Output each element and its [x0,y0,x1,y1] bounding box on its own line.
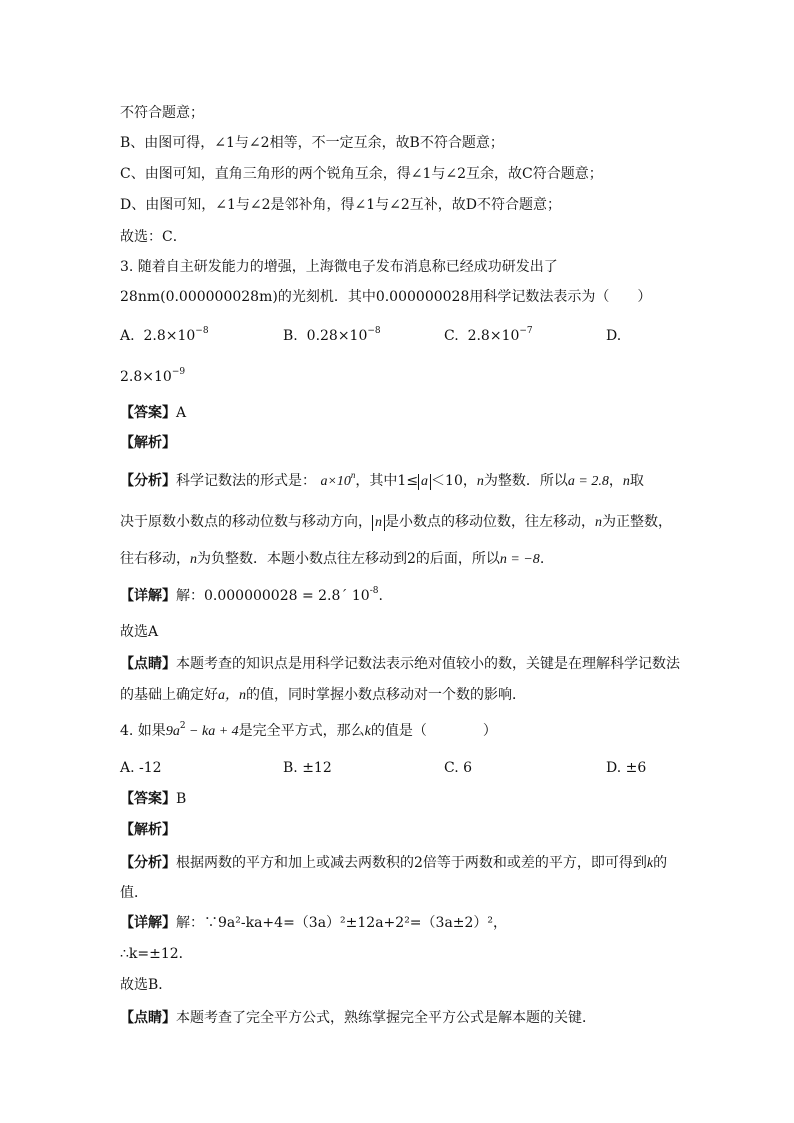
comment-label: 【点睛】 [120,1010,176,1026]
math: n [595,515,602,530]
math: − ka + 4 [185,724,239,739]
text: 取 [629,473,644,489]
text: 为整数．所以 [483,473,568,489]
therefore-line: ∴k=±12． [120,946,193,962]
answer-value: A [176,405,187,421]
text: 的值是（ ） [370,723,497,739]
math: k [646,856,654,871]
text: 决于原数小数点的移动位数与移动方向， [120,514,372,530]
option-a: A. -12 [120,760,162,776]
option-label: C. [444,328,459,344]
detail-label: 【详解】 [120,588,176,604]
text: 根据两数的平方和加上或减去两数积的2倍等于两数和或差的平方，即可得到 [176,855,647,871]
answer-line [120,403,186,423]
text: 为正整数， [602,514,672,530]
option-a [120,326,209,346]
math: 9a [165,724,180,739]
option-d-value [120,367,185,387]
answer-value: B [176,791,187,807]
text-line: B、由图可得，∠1与∠2相等，不一定互余，故B不符合题意； [120,135,504,151]
text-line: 故选：C． [120,229,187,245]
option-c: C. 6 [444,760,473,776]
math: a = 2.8 [567,474,609,489]
text: 是完全平方式，那么 [238,723,365,739]
text: 的基础上确定好 [120,687,218,703]
exponent: −7 [519,326,533,336]
option-c [444,326,533,346]
answer-label: 【答案】 [120,405,176,421]
text: 科学记数法的形式是： [176,473,316,489]
text: 是小数点的移动位数，往左移动， [385,514,595,530]
text: ´ 10 [340,588,370,604]
choice-line: 故选B． [120,977,173,993]
exponent: -8 [369,586,379,596]
question-4-stem [120,721,497,742]
text: ＜10， [431,473,477,489]
abs-value: a [418,474,431,490]
abs-value: n [372,515,385,531]
analysis-line-1 [120,471,644,492]
text: 本题考查的知识点是用科学记数法表示绝对值较小的数，关键是在理解科学记数法 [176,656,680,672]
text-line: 不符合题意； [120,105,204,121]
text-line: C、由图可知，直角三角形的两个锐角互余，得∠1与∠2互余，故C符合题意； [120,166,603,182]
text: 4. 如果 [120,723,166,739]
text: 解：0.000000028 = 2.8 [176,588,341,604]
section-jiexi: 【解析】 [120,435,176,451]
comment-line [120,1008,596,1028]
text: 为负整数．本题小数点往左移动到2的后面，所以 [197,551,500,567]
math: a×10 [320,474,351,489]
exponent: −8 [367,326,381,336]
option-label: D. [606,328,622,344]
option-label: B. [283,328,298,344]
option-d: D. ±6 [606,760,647,776]
question-3-stem-cont [120,287,651,307]
question-3-stem: 3. 随着自主研发能力的增强，上海微电子发布消息称已经成功研发出了 [120,259,558,275]
math: k [364,724,371,739]
text: 的 [653,855,668,871]
option-value: 2.8×10 [120,369,172,385]
analysis-line-2 [120,512,672,533]
option-d-label [606,326,621,346]
exponent: −9 [171,367,186,377]
text: 解：∵9a²-ka+4=（3a）²±12a+2²=（3a±2）²， [176,915,508,931]
text: ，其中1≤ [355,473,419,489]
text: 本题考查了完全平方公式，熟练掌握完全平方公式是解本题的关键． [176,1010,596,1026]
analysis-label: 【分析】 [120,473,176,489]
answer-line [120,789,186,809]
comment-label: 【点睛】 [120,656,176,672]
option-value: 2.8×10 [467,328,520,344]
exponent: 2 [179,721,186,731]
text: 往右移动， [120,551,190,567]
math-expression: 28nm(0.000000028m) [120,289,278,305]
detail-line [120,586,383,606]
option-b [283,326,381,346]
option-value: 2.8×10 [143,328,196,344]
text: ， [608,473,623,489]
exponent: −8 [195,326,209,336]
choice-line: 故选A [120,624,159,640]
text: . [539,551,545,567]
text-line: D、由图可知，∠1与∠2是邻补角，得∠1与∠2互补，故D不符合题意； [120,197,561,213]
exponent: n [350,470,356,480]
math: n [476,474,484,489]
math: n [190,552,197,567]
answer-label: 【答案】 [120,791,176,807]
math: a，n [218,688,246,703]
text: . [378,588,383,604]
option-value: 0.28×10 [306,328,368,344]
analysis-line-2: 值． [120,885,148,901]
option-label: A. [120,328,135,344]
text: 的值，同时掌握小数点移动对一个数的影响． [246,687,526,703]
analysis-line-1 [120,853,667,874]
comment-line-2 [120,685,526,706]
detail-label: 【详解】 [120,915,176,931]
math: n = −8 [499,552,540,567]
text: 的光刻机．其中0.000000028用科学记数法表示为（ ） [277,289,652,305]
comment-line-1 [120,654,680,674]
analysis-line-3 [120,549,544,570]
analysis-label: 【分析】 [120,855,176,871]
option-b: B. ±12 [283,760,332,776]
section-jiexi: 【解析】 [120,822,176,838]
detail-line [120,913,507,933]
math: n [622,474,630,489]
